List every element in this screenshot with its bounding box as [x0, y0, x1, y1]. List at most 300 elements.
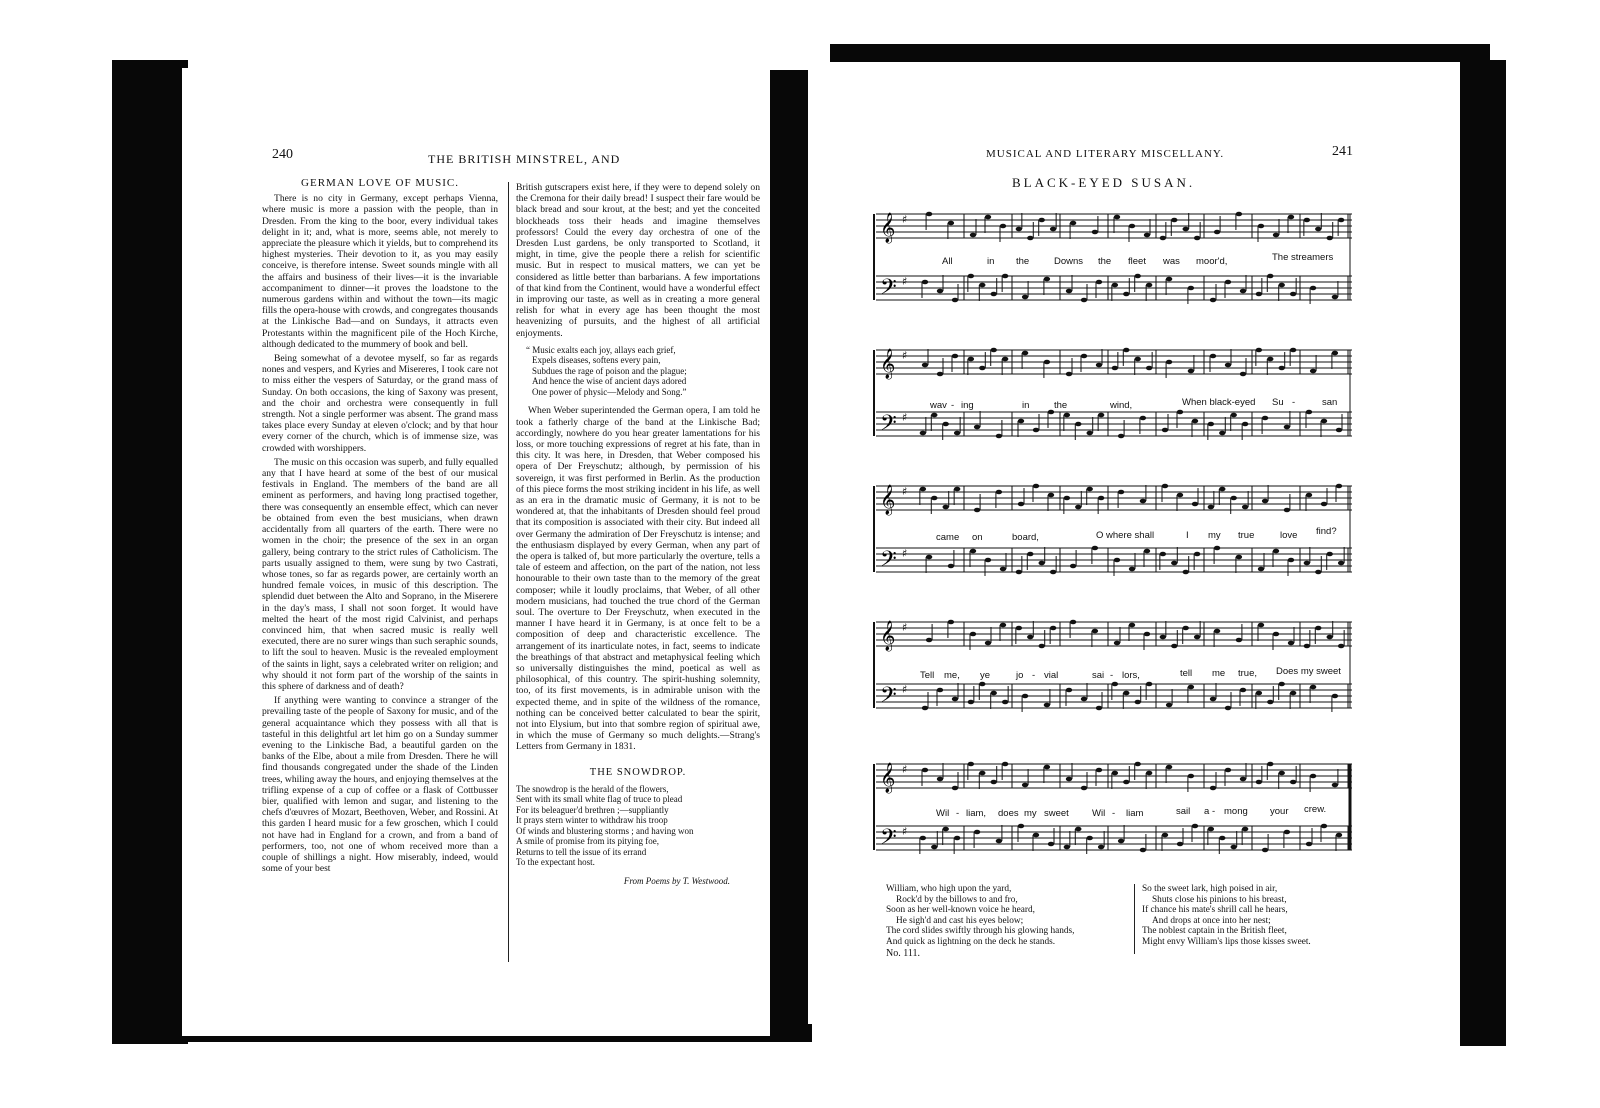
note-head: [1214, 230, 1220, 235]
lyric: in: [987, 256, 995, 267]
poem-line: Sent with its small white flag of truce to plead: [516, 794, 683, 805]
note-head: [1114, 215, 1120, 220]
note-head: [1267, 357, 1273, 362]
note-head: [1002, 700, 1008, 705]
note-head: [1112, 366, 1118, 371]
note-head: [1256, 691, 1262, 696]
note-head: [1310, 369, 1316, 374]
right-page-number: 241: [1332, 144, 1353, 159]
note-head: [1022, 351, 1028, 356]
poem-line: To the expectant host.: [516, 857, 595, 868]
note-head: [1087, 836, 1093, 841]
note-head: [1066, 372, 1072, 377]
lyric: vial: [1044, 670, 1059, 681]
note-head: [920, 487, 926, 492]
lyric: liam: [1126, 808, 1144, 819]
note-head: [1002, 762, 1008, 767]
note-head: [920, 836, 926, 841]
note-head: [1098, 496, 1104, 501]
note-head: [1256, 780, 1262, 785]
note-head: [1304, 218, 1310, 223]
note-head: [1338, 561, 1344, 566]
note-head: [1112, 771, 1118, 776]
note-head: [1240, 777, 1246, 782]
note-head: [1027, 236, 1033, 241]
lyric: ing: [961, 400, 974, 411]
note-head: [1267, 274, 1273, 279]
note-head: [991, 780, 997, 785]
left-column-2: [516, 182, 760, 887]
note-head: [922, 768, 928, 773]
article-paragraph: British gutscrapers exist here, if they were to depend solely on the Cremona for their daily bread! I suspect their fare would be black bread and sour krout, at the best; and yet the conceited blockheads toss their heads and imagine themselves professors! Could the every day orchestra of one of the Dresden Lust gardens, be only transported to Scotland, it might, in time, give the people there a relish for scientific music. But in respect to musical matters, we can yet be considered as little better than barbarians. A few importations of that kind from the Continent, would have a wonderful effect in improving our taste, as well as in creating a more general relish for what in every age has been thought the most heavenizing of pursuits, and the highest of all artificial enjoyments.: [516, 182, 760, 339]
note-head: [1338, 644, 1344, 649]
note-head: [1033, 833, 1039, 838]
note-head: [1027, 635, 1033, 640]
note-head: [1123, 691, 1129, 696]
note-head: [970, 233, 976, 238]
note-head: [1016, 570, 1022, 575]
lyric: -: [1212, 806, 1216, 817]
note-head: [1284, 508, 1290, 513]
key-signature-sharp: ♯: [902, 683, 908, 696]
lyric: Tell: [920, 670, 935, 681]
note-head: [1000, 623, 1006, 628]
note-head: [1188, 369, 1194, 374]
note-head: [1236, 555, 1242, 560]
lyric: fleet: [1128, 256, 1146, 267]
note-head: [1267, 762, 1273, 767]
lyric: a: [1204, 806, 1210, 817]
note-head: [1267, 700, 1273, 705]
note-head: [1000, 567, 1006, 572]
note-head: [954, 487, 960, 492]
lyric: ye: [980, 670, 991, 681]
article-paragraph: There is no city in Germany, except perhaps Vienna, where music is more a passion with the people, than in Dresden. From the king to the boor, every individual takes delight in it; and, what is more, seems able, not merely to appreciate the pleasure which it yields, but to comprehend its highest mysteries. Their devotion to it, as you may easily conceive, is therefore intense. Sweet sounds mingle with all the affairs and business of their lives—it is the invariable accompaniment to dinner—it proves the loadstone to the numerous gardens within and without the town—its magic fills the opera-house with crowds, and congregates thousands at the Linkische Bad—and on Sundays, it attracts even Protestants within the magnificent pile of the Hoch Kirche, although dedicated to the mummery of book and bell.: [262, 193, 498, 350]
book-gutter: [768, 70, 808, 1038]
note-head: [991, 292, 997, 297]
note-head: [1027, 552, 1033, 557]
note-head: [1160, 635, 1166, 640]
note-head: [1332, 295, 1338, 300]
verse-2: [886, 884, 1075, 948]
snowdrop-attribution: From Poems by T. Westwood.: [623, 875, 730, 886]
note-head: [1044, 360, 1050, 365]
note-head: [1208, 827, 1214, 832]
bass-clef: 𝄢: [880, 825, 897, 855]
verse-line: Soon as her well-known voice he heard,: [886, 905, 1035, 916]
key-signature-sharp: ♯: [902, 411, 908, 424]
note-head: [952, 298, 958, 303]
note-head: [1321, 502, 1327, 507]
verse-line: William, who high upon the yard,: [886, 884, 1012, 894]
note-head: [1327, 552, 1333, 557]
poem-line: A smile of promise from its pitying foe,: [516, 836, 659, 847]
note-head: [1171, 644, 1177, 649]
key-signature-sharp: ♯: [902, 763, 908, 776]
note-head: [1242, 827, 1248, 832]
note-head: [1214, 546, 1220, 551]
treble-clef: 𝄞: [880, 763, 896, 793]
note-head: [1016, 626, 1022, 631]
note-head: [1140, 499, 1146, 504]
note-head: [1070, 564, 1076, 569]
article-title: GERMAN LOVE OF MUSIC.: [301, 177, 459, 189]
lyric: true,: [1238, 668, 1258, 679]
note-head: [968, 357, 974, 362]
lyric: -: [1292, 397, 1296, 408]
note-head: [1144, 549, 1150, 554]
note-head: [1064, 496, 1070, 501]
poem-line: Of winds and blustering storms ; and having won: [516, 825, 694, 836]
note-head: [1129, 224, 1135, 229]
note-head: [968, 700, 974, 705]
note-head: [1177, 410, 1183, 415]
note-head: [1315, 227, 1321, 232]
note-head: [1236, 638, 1242, 643]
note-head: [931, 845, 937, 850]
note-head: [1018, 419, 1024, 424]
note-head: [943, 827, 949, 832]
quote-line: Expels diseases, softens every pain,: [532, 355, 661, 366]
note-head: [943, 422, 949, 427]
note-head: [996, 434, 1002, 439]
verse-line: The noblest captain in the British fleet,: [1142, 926, 1287, 937]
note-head: [952, 354, 958, 359]
note-head: [1144, 233, 1150, 238]
note-head: [1332, 351, 1338, 356]
lyric: in: [1022, 400, 1030, 411]
note-head: [1114, 641, 1120, 646]
note-head: [1192, 502, 1198, 507]
note-head: [1336, 484, 1342, 489]
lyric: tell: [1180, 668, 1193, 679]
verse-3: [1142, 884, 1311, 948]
note-head: [1288, 558, 1294, 563]
note-head: [1018, 502, 1024, 507]
lyric: When black-eyed: [1182, 397, 1256, 408]
note-head: [1098, 413, 1104, 418]
note-head: [979, 366, 985, 371]
note-head: [1188, 774, 1194, 779]
note-head: [1258, 567, 1264, 572]
song-title: BLACK-EYED SUSAN.: [1012, 175, 1196, 190]
note-head: [1208, 505, 1214, 510]
note-head: [954, 836, 960, 841]
note-head: [1146, 283, 1152, 288]
note-head: [1288, 215, 1294, 220]
note-head: [1129, 567, 1135, 572]
note-head: [1210, 697, 1216, 702]
bass-clef: 𝄢: [880, 411, 897, 441]
note-head: [1135, 700, 1141, 705]
column-rule: [508, 182, 509, 962]
note-head: [1081, 354, 1087, 359]
lyric: mong: [1224, 806, 1248, 817]
note-head: [1039, 561, 1045, 566]
lyric: Wil: [1092, 808, 1106, 819]
note-head: [952, 697, 958, 702]
note-head: [1050, 570, 1056, 575]
note-head: [1166, 703, 1172, 708]
poem-line: Returns to tell the issue of its errand: [516, 846, 647, 857]
note-head: [1144, 632, 1150, 637]
note-head: [1087, 487, 1093, 492]
note-head: [985, 215, 991, 220]
issue-number: No. 111.: [886, 948, 920, 959]
note-head: [1092, 629, 1098, 634]
key-signature-sharp: ♯: [902, 485, 908, 498]
note-head: [1258, 224, 1264, 229]
lyric: The streamers: [1272, 252, 1334, 263]
left-page-number: 240: [272, 147, 293, 162]
quoted-verse: [526, 345, 760, 398]
note-head: [1114, 558, 1120, 563]
note-head: [1194, 236, 1200, 241]
note-head: [943, 505, 949, 510]
note-head: [920, 431, 926, 436]
note-head: [1336, 833, 1342, 838]
lyric: was: [1163, 256, 1180, 267]
note-head: [1044, 277, 1050, 282]
note-head: [1112, 283, 1118, 288]
note-head: [1171, 561, 1177, 566]
note-head: [1262, 848, 1268, 853]
lyric: the: [1054, 400, 1068, 411]
note-head: [926, 638, 932, 643]
note-head: [1279, 682, 1285, 687]
lyric: my: [1208, 530, 1221, 541]
note-head: [991, 348, 997, 353]
note-head: [1304, 561, 1310, 566]
note-head: [1194, 635, 1200, 640]
note-head: [1240, 372, 1246, 377]
note-head: [1146, 366, 1152, 371]
note-head: [985, 641, 991, 646]
note-head: [1256, 292, 1262, 297]
note-head: [1022, 295, 1028, 300]
note-head: [1214, 629, 1220, 634]
note-head: [1332, 694, 1338, 699]
lyric: Su: [1272, 397, 1284, 408]
note-head: [1192, 419, 1198, 424]
note-head: [1231, 845, 1237, 850]
note-head: [1332, 783, 1338, 788]
note-head: [1236, 212, 1242, 217]
note-head: [1194, 552, 1200, 557]
note-head: [1183, 626, 1189, 631]
note-head: [1135, 274, 1141, 279]
note-head: [968, 762, 974, 767]
lyric: I: [1186, 530, 1189, 541]
book-left-edge: [112, 60, 188, 1044]
note-head: [1327, 635, 1333, 640]
note-head: [1162, 833, 1168, 838]
note-head: [1310, 685, 1316, 690]
note-head: [974, 508, 980, 513]
note-head: [1231, 496, 1237, 501]
bass-clef: 𝄢: [880, 275, 897, 305]
note-head: [1225, 280, 1231, 285]
note-head: [1290, 780, 1296, 785]
note-head: [1081, 697, 1087, 702]
key-signature-sharp: ♯: [902, 275, 908, 288]
note-head: [948, 620, 954, 625]
note-head: [1096, 280, 1102, 285]
lyric: sail: [1176, 806, 1191, 817]
lyric: Does my sweet: [1276, 666, 1341, 677]
note-head: [1022, 783, 1028, 788]
note-head: [1066, 777, 1072, 782]
note-head: [1160, 236, 1166, 241]
note-head: [1096, 706, 1102, 711]
note-head: [1033, 484, 1039, 489]
note-head: [1162, 428, 1168, 433]
note-head: [1022, 694, 1028, 699]
lyric: love: [1280, 530, 1298, 541]
note-head: [1064, 413, 1070, 418]
note-head: [1262, 499, 1268, 504]
note-head: [1321, 824, 1327, 829]
note-head: [1166, 277, 1172, 282]
lyric: your: [1270, 806, 1289, 817]
right-running-head: MUSICAL AND LITERARY MISCELLANY.: [986, 148, 1225, 160]
lyric: me: [1212, 668, 1226, 679]
note-head: [1183, 227, 1189, 232]
verse-line: He sigh'd and cast his eyes below;: [896, 915, 1024, 926]
note-head: [1123, 780, 1129, 785]
lyric: -: [1112, 808, 1116, 819]
note-head: [991, 691, 997, 696]
note-head: [1225, 363, 1231, 368]
note-head: [1135, 357, 1141, 362]
note-head: [1290, 348, 1296, 353]
article-paragraph: The music on this occasion was superb, and fully equalled any that I have heard at some of the best of our musical festivals in England. The members of the band are all eminent as performers, and having long practised together, there was consequently an ensemble effect, which can never be obtained from even the best musicians, when drawn accidentally from all quarters of the earth. There were no women in the choir; the presence of the sex in an organ gallery, being contrary to the strict rules of Catholicism. The parts usually assigned to them, were sung by two Castrati, whose tones, so far as regards power, are certainly worth an hundred female voices, in music of this description. The splendid duet between the Alto and Soprano, in the Miserere in the day's mass, I shall not soon forget. It would have melted the heart of the most rigid Calvinist, and perhaps convinced him, that when sacred music is really well executed, there are no surer wings than such seraphic sounds, to lift the soul to heaven. Music is the revealed employment of the saints in light, says a celebrated writer on religion; and why should it not form part of the worship of the saints in this sphere of darkness and of death?: [262, 456, 498, 692]
note-head: [1306, 842, 1312, 847]
note-head: [922, 363, 928, 368]
note-head: [1146, 682, 1152, 687]
note-head: [1273, 549, 1279, 554]
note-head: [1242, 422, 1248, 427]
note-head: [1096, 363, 1102, 368]
verse-line: And drops at once into her nest;: [1152, 915, 1271, 926]
book-top-edge: [830, 44, 1490, 62]
note-head: [1240, 289, 1246, 294]
note-head: [1098, 845, 1104, 850]
note-head: [937, 777, 943, 782]
note-head: [1039, 218, 1045, 223]
note-head: [1171, 218, 1177, 223]
note-head: [1092, 546, 1098, 551]
bass-clef: 𝄢: [880, 547, 897, 577]
note-head: [1188, 685, 1194, 690]
left-column-1: [262, 176, 498, 877]
snowdrop-title: THE SNOWDROP.: [589, 766, 687, 778]
note-head: [1064, 845, 1070, 850]
note-head: [1002, 274, 1008, 279]
lyric: -: [1110, 670, 1114, 681]
article-paragraph: Being somewhat of a devotee myself, so far as regards nones and vespers, and Kyries and Misereres, I took care not to miss either the vespers of Saturday, or the grand mass of Sunday. On both occasions, the king of Saxony was present, and the choir and orchestra were consequently in full strength. Not a single performer was absent. The grand mass takes place every Sunday at eleven o'clock; and by that hour every corner of the church, which is of immense size, was crowded with worshippers.: [262, 353, 498, 454]
note-head: [1075, 827, 1081, 832]
quote-line: One power of physic—Melody and Song.”: [532, 386, 687, 397]
note-head: [1096, 768, 1102, 773]
note-head: [937, 289, 943, 294]
note-head: [1177, 842, 1183, 847]
lyric: the: [1016, 256, 1030, 267]
note-head: [937, 688, 943, 693]
note-head: [1225, 768, 1231, 773]
note-head: [1135, 762, 1141, 767]
note-head: [1256, 348, 1262, 353]
note-head: [1321, 419, 1327, 424]
music-system-3: [872, 478, 1356, 610]
poem-line: It prays stern winter to withdraw his troop: [516, 815, 668, 826]
lyric: lors,: [1122, 670, 1140, 681]
note-head: [970, 549, 976, 554]
note-head: [926, 212, 932, 217]
lyric: O where shall: [1096, 530, 1155, 541]
note-head: [1070, 620, 1076, 625]
note-head: [1240, 688, 1246, 693]
lyric: sweet: [1044, 808, 1069, 819]
note-head: [937, 372, 943, 377]
note-head: [974, 425, 980, 430]
bass-clef: 𝄢: [880, 683, 897, 713]
lyric: -: [956, 808, 960, 819]
note-head: [952, 786, 958, 791]
note-head: [1162, 484, 1168, 489]
key-signature-sharp: ♯: [902, 213, 908, 226]
note-head: [1033, 428, 1039, 433]
left-running-head: THE BRITISH MINSTREL, AND: [428, 152, 621, 166]
lyric: my: [1024, 808, 1037, 819]
note-head: [1219, 836, 1225, 841]
note-head: [1050, 227, 1056, 232]
note-head: [968, 274, 974, 279]
note-head: [1210, 354, 1216, 359]
note-head: [1310, 774, 1316, 779]
note-head: [970, 632, 976, 637]
verse-line: So the sweet lark, high poised in air,: [1142, 884, 1278, 894]
note-head: [1044, 765, 1050, 770]
note-head: [996, 490, 1002, 495]
note-head: [1225, 706, 1231, 711]
note-head: [996, 839, 1002, 844]
lyric: sai: [1092, 670, 1105, 681]
note-head: [1208, 422, 1214, 427]
verse-line: If chance his mate's shrill call he hears,: [1142, 905, 1288, 916]
lyric: All: [942, 256, 953, 267]
note-head: [1118, 839, 1124, 844]
note-head: [1166, 360, 1172, 365]
key-signature-sharp: ♯: [902, 825, 908, 838]
note-head: [1338, 218, 1344, 223]
poem-line: The snowdrop is the herald of the flowers,: [516, 783, 669, 794]
note-head: [1177, 493, 1183, 498]
note-head: [1118, 434, 1124, 439]
verse-rule: [1134, 884, 1135, 954]
note-head: [1123, 348, 1129, 353]
note-head: [1188, 286, 1194, 291]
verse-line: Might envy William's lips those kisses sweet.: [1142, 936, 1311, 947]
verse-line: Rock'd by the billows to and fro,: [896, 894, 1018, 905]
lyric: the: [1098, 256, 1112, 267]
note-head: [1050, 626, 1056, 631]
note-head: [1070, 221, 1076, 226]
lyric: on: [972, 532, 983, 543]
note-head: [1129, 623, 1135, 628]
note-head: [979, 771, 985, 776]
note-head: [1304, 644, 1310, 649]
